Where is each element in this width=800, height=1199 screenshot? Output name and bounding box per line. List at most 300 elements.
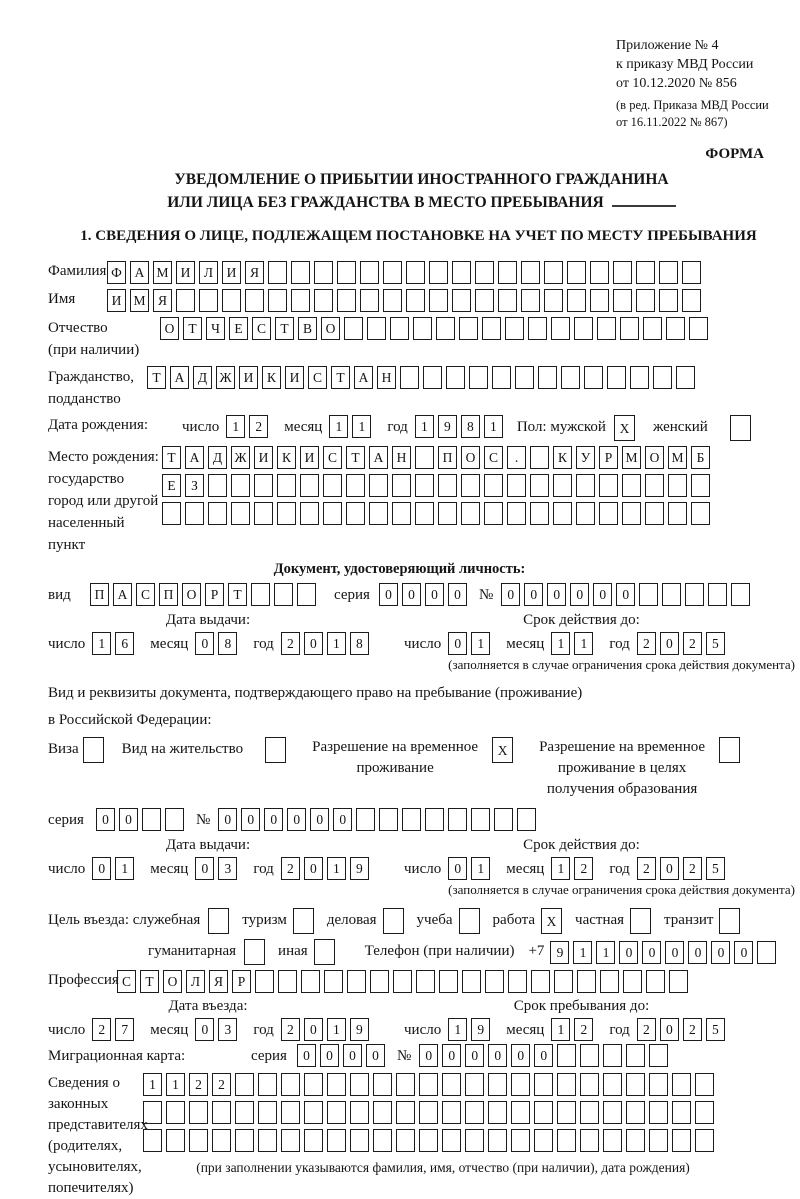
- char-cell[interactable]: [373, 1101, 392, 1124]
- char-cell[interactable]: [567, 261, 586, 284]
- char-cell[interactable]: .: [507, 446, 526, 469]
- char-cell[interactable]: Р: [205, 583, 224, 606]
- char-cell[interactable]: 1: [327, 857, 346, 880]
- char-cell[interactable]: [603, 1129, 622, 1152]
- char-cell[interactable]: 0: [297, 1044, 316, 1067]
- char-cell[interactable]: Т: [147, 366, 166, 389]
- char-cell[interactable]: Б: [691, 446, 710, 469]
- char-cell[interactable]: 0: [195, 857, 214, 880]
- char-cell[interactable]: [383, 289, 402, 312]
- char-cell[interactable]: [488, 1129, 507, 1152]
- char-cell[interactable]: [439, 970, 458, 993]
- char-cell[interactable]: Т: [140, 970, 159, 993]
- char-cell[interactable]: Ж: [216, 366, 235, 389]
- char-cell[interactable]: [530, 474, 549, 497]
- char-cell[interactable]: [379, 808, 398, 831]
- char-cell[interactable]: [649, 1101, 668, 1124]
- char-cell[interactable]: 0: [665, 941, 684, 964]
- char-cell[interactable]: 1: [115, 857, 134, 880]
- char-cell[interactable]: [350, 1073, 369, 1096]
- char-cell[interactable]: [636, 289, 655, 312]
- char-cell[interactable]: 0: [448, 857, 467, 880]
- char-cell[interactable]: [507, 502, 526, 525]
- char-cell[interactable]: [300, 474, 319, 497]
- char-cell[interactable]: [254, 502, 273, 525]
- char-cell[interactable]: [465, 1129, 484, 1152]
- char-cell[interactable]: О: [160, 317, 179, 340]
- char-cell[interactable]: [165, 808, 184, 831]
- char-cell[interactable]: П: [90, 583, 109, 606]
- char-cell[interactable]: [208, 502, 227, 525]
- char-cell[interactable]: 9: [438, 415, 457, 438]
- char-cell[interactable]: X: [541, 908, 562, 934]
- char-cell[interactable]: [162, 502, 181, 525]
- char-cell[interactable]: [367, 317, 386, 340]
- char-cell[interactable]: В: [298, 317, 317, 340]
- char-cell[interactable]: [668, 502, 687, 525]
- char-cell[interactable]: [323, 502, 342, 525]
- char-cell[interactable]: [691, 474, 710, 497]
- char-cell[interactable]: [630, 908, 651, 934]
- char-cell[interactable]: [416, 970, 435, 993]
- char-cell[interactable]: [419, 1073, 438, 1096]
- char-cell[interactable]: О: [645, 446, 664, 469]
- char-cell[interactable]: [626, 1044, 645, 1067]
- char-cell[interactable]: [438, 502, 457, 525]
- char-cell[interactable]: [505, 317, 524, 340]
- char-cell[interactable]: М: [622, 446, 641, 469]
- char-cell[interactable]: [508, 970, 527, 993]
- char-cell[interactable]: [258, 1073, 277, 1096]
- char-cell[interactable]: Д: [193, 366, 212, 389]
- char-cell[interactable]: [695, 1101, 714, 1124]
- char-cell[interactable]: [622, 502, 641, 525]
- char-cell[interactable]: [438, 474, 457, 497]
- char-cell[interactable]: М: [153, 261, 172, 284]
- char-cell[interactable]: [620, 317, 639, 340]
- char-cell[interactable]: 0: [448, 583, 467, 606]
- char-cell[interactable]: 0: [218, 808, 237, 831]
- char-cell[interactable]: 9: [350, 1018, 369, 1041]
- char-cell[interactable]: [485, 970, 504, 993]
- char-cell[interactable]: [507, 474, 526, 497]
- char-cell[interactable]: [484, 502, 503, 525]
- char-cell[interactable]: 8: [218, 632, 237, 655]
- char-cell[interactable]: 0: [688, 941, 707, 964]
- char-cell[interactable]: [278, 970, 297, 993]
- char-cell[interactable]: 0: [511, 1044, 530, 1067]
- char-cell[interactable]: 0: [711, 941, 730, 964]
- char-cell[interactable]: [521, 289, 540, 312]
- char-cell[interactable]: 6: [115, 632, 134, 655]
- char-cell[interactable]: [281, 1073, 300, 1096]
- char-cell[interactable]: 1: [574, 632, 593, 655]
- char-cell[interactable]: [469, 366, 488, 389]
- char-cell[interactable]: [669, 970, 688, 993]
- char-cell[interactable]: [208, 908, 229, 934]
- char-cell[interactable]: О: [182, 583, 201, 606]
- char-cell[interactable]: Т: [183, 317, 202, 340]
- char-cell[interactable]: 0: [195, 632, 214, 655]
- char-cell[interactable]: [521, 261, 540, 284]
- char-cell[interactable]: 9: [471, 1018, 490, 1041]
- char-cell[interactable]: 3: [218, 1018, 237, 1041]
- char-cell[interactable]: 2: [683, 632, 702, 655]
- char-cell[interactable]: 1: [484, 415, 503, 438]
- char-cell[interactable]: Е: [229, 317, 248, 340]
- char-cell[interactable]: [396, 1129, 415, 1152]
- char-cell[interactable]: 1: [551, 632, 570, 655]
- char-cell[interactable]: [580, 1073, 599, 1096]
- char-cell[interactable]: [324, 970, 343, 993]
- char-cell[interactable]: [557, 1044, 576, 1067]
- char-cell[interactable]: [599, 474, 618, 497]
- char-cell[interactable]: [757, 941, 776, 964]
- char-cell[interactable]: [297, 583, 316, 606]
- char-cell[interactable]: [327, 1101, 346, 1124]
- char-cell[interactable]: 1: [448, 1018, 467, 1041]
- char-cell[interactable]: Е: [162, 474, 181, 497]
- char-cell[interactable]: С: [308, 366, 327, 389]
- char-cell[interactable]: [251, 583, 270, 606]
- char-cell[interactable]: [277, 474, 296, 497]
- char-cell[interactable]: [461, 502, 480, 525]
- char-cell[interactable]: [731, 583, 750, 606]
- char-cell[interactable]: М: [668, 446, 687, 469]
- char-cell[interactable]: Р: [232, 970, 251, 993]
- char-cell[interactable]: [600, 970, 619, 993]
- char-cell[interactable]: [494, 808, 513, 831]
- char-cell[interactable]: [544, 289, 563, 312]
- char-cell[interactable]: 1: [573, 941, 592, 964]
- char-cell[interactable]: Т: [331, 366, 350, 389]
- char-cell[interactable]: Л: [199, 261, 218, 284]
- char-cell[interactable]: Д: [208, 446, 227, 469]
- char-cell[interactable]: [189, 1129, 208, 1152]
- char-cell[interactable]: [668, 474, 687, 497]
- char-cell[interactable]: [400, 366, 419, 389]
- char-cell[interactable]: [597, 317, 616, 340]
- char-cell[interactable]: [83, 737, 104, 763]
- char-cell[interactable]: 1: [415, 415, 434, 438]
- char-cell[interactable]: 1: [226, 415, 245, 438]
- char-cell[interactable]: 0: [488, 1044, 507, 1067]
- char-cell[interactable]: [465, 1101, 484, 1124]
- char-cell[interactable]: [314, 261, 333, 284]
- char-cell[interactable]: [277, 502, 296, 525]
- char-cell[interactable]: [488, 1073, 507, 1096]
- char-cell[interactable]: [212, 1129, 231, 1152]
- char-cell[interactable]: [488, 1101, 507, 1124]
- char-cell[interactable]: [346, 502, 365, 525]
- char-cell[interactable]: К: [262, 366, 281, 389]
- char-cell[interactable]: О: [461, 446, 480, 469]
- char-cell[interactable]: [231, 502, 250, 525]
- char-cell[interactable]: 2: [212, 1073, 231, 1096]
- char-cell[interactable]: [580, 1044, 599, 1067]
- char-cell[interactable]: [517, 808, 536, 831]
- char-cell[interactable]: [484, 474, 503, 497]
- char-cell[interactable]: [448, 808, 467, 831]
- char-cell[interactable]: [553, 474, 572, 497]
- char-cell[interactable]: [429, 289, 448, 312]
- char-cell[interactable]: С: [484, 446, 503, 469]
- char-cell[interactable]: [235, 1073, 254, 1096]
- char-cell[interactable]: И: [176, 261, 195, 284]
- char-cell[interactable]: [350, 1129, 369, 1152]
- char-cell[interactable]: О: [321, 317, 340, 340]
- char-cell[interactable]: [649, 1129, 668, 1152]
- char-cell[interactable]: И: [254, 446, 273, 469]
- char-cell[interactable]: [356, 808, 375, 831]
- char-cell[interactable]: 2: [637, 857, 656, 880]
- char-cell[interactable]: [553, 502, 572, 525]
- char-cell[interactable]: 8: [350, 632, 369, 655]
- char-cell[interactable]: 1: [166, 1073, 185, 1096]
- char-cell[interactable]: Т: [228, 583, 247, 606]
- char-cell[interactable]: [423, 366, 442, 389]
- char-cell[interactable]: [623, 970, 642, 993]
- char-cell[interactable]: [392, 502, 411, 525]
- char-cell[interactable]: [189, 1101, 208, 1124]
- char-cell[interactable]: Ч: [206, 317, 225, 340]
- char-cell[interactable]: [231, 474, 250, 497]
- char-cell[interactable]: 1: [551, 1018, 570, 1041]
- char-cell[interactable]: С: [117, 970, 136, 993]
- char-cell[interactable]: 0: [402, 583, 421, 606]
- char-cell[interactable]: 1: [92, 632, 111, 655]
- char-cell[interactable]: [301, 970, 320, 993]
- char-cell[interactable]: И: [222, 261, 241, 284]
- char-cell[interactable]: [511, 1073, 530, 1096]
- char-cell[interactable]: [291, 289, 310, 312]
- char-cell[interactable]: [666, 317, 685, 340]
- char-cell[interactable]: 2: [281, 632, 300, 655]
- char-cell[interactable]: [515, 366, 534, 389]
- char-cell[interactable]: [291, 261, 310, 284]
- char-cell[interactable]: 1: [352, 415, 371, 438]
- char-cell[interactable]: [245, 289, 264, 312]
- char-cell[interactable]: [577, 970, 596, 993]
- char-cell[interactable]: [613, 261, 632, 284]
- char-cell[interactable]: [534, 1101, 553, 1124]
- char-cell[interactable]: 1: [471, 632, 490, 655]
- char-cell[interactable]: [643, 317, 662, 340]
- char-cell[interactable]: [676, 366, 695, 389]
- char-cell[interactable]: Т: [346, 446, 365, 469]
- char-cell[interactable]: [685, 583, 704, 606]
- char-cell[interactable]: 0: [593, 583, 612, 606]
- char-cell[interactable]: 0: [264, 808, 283, 831]
- char-cell[interactable]: [244, 939, 265, 965]
- char-cell[interactable]: [511, 1129, 530, 1152]
- char-cell[interactable]: И: [285, 366, 304, 389]
- char-cell[interactable]: К: [277, 446, 296, 469]
- char-cell[interactable]: [304, 1129, 323, 1152]
- char-cell[interactable]: [645, 502, 664, 525]
- char-cell[interactable]: 0: [660, 632, 679, 655]
- char-cell[interactable]: 0: [287, 808, 306, 831]
- char-cell[interactable]: [531, 970, 550, 993]
- char-cell[interactable]: 0: [241, 808, 260, 831]
- char-cell[interactable]: [314, 289, 333, 312]
- char-cell[interactable]: [199, 289, 218, 312]
- char-cell[interactable]: [528, 317, 547, 340]
- char-cell[interactable]: [459, 908, 480, 934]
- char-cell[interactable]: 0: [419, 1044, 438, 1067]
- char-cell[interactable]: [442, 1101, 461, 1124]
- char-cell[interactable]: [235, 1129, 254, 1152]
- char-cell[interactable]: 1: [329, 415, 348, 438]
- char-cell[interactable]: [471, 808, 490, 831]
- char-cell[interactable]: 0: [379, 583, 398, 606]
- char-cell[interactable]: [626, 1129, 645, 1152]
- char-cell[interactable]: [446, 366, 465, 389]
- char-cell[interactable]: [626, 1101, 645, 1124]
- char-cell[interactable]: [402, 808, 421, 831]
- char-cell[interactable]: [538, 366, 557, 389]
- char-cell[interactable]: 0: [619, 941, 638, 964]
- char-cell[interactable]: А: [369, 446, 388, 469]
- char-cell[interactable]: И: [239, 366, 258, 389]
- char-cell[interactable]: 0: [195, 1018, 214, 1041]
- char-cell[interactable]: [166, 1101, 185, 1124]
- char-cell[interactable]: [419, 1129, 438, 1152]
- char-cell[interactable]: 2: [637, 632, 656, 655]
- char-cell[interactable]: [258, 1101, 277, 1124]
- char-cell[interactable]: [576, 502, 595, 525]
- char-cell[interactable]: [659, 261, 678, 284]
- char-cell[interactable]: 0: [343, 1044, 362, 1067]
- char-cell[interactable]: [719, 737, 740, 763]
- char-cell[interactable]: 0: [465, 1044, 484, 1067]
- char-cell[interactable]: [392, 474, 411, 497]
- char-cell[interactable]: С: [323, 446, 342, 469]
- char-cell[interactable]: 0: [660, 1018, 679, 1041]
- char-cell[interactable]: 1: [551, 857, 570, 880]
- char-cell[interactable]: [429, 261, 448, 284]
- char-cell[interactable]: [554, 970, 573, 993]
- char-cell[interactable]: 2: [637, 1018, 656, 1041]
- char-cell[interactable]: [281, 1129, 300, 1152]
- char-cell[interactable]: [337, 289, 356, 312]
- char-cell[interactable]: 2: [574, 857, 593, 880]
- char-cell[interactable]: [465, 1073, 484, 1096]
- char-cell[interactable]: [557, 1101, 576, 1124]
- char-cell[interactable]: И: [107, 289, 126, 312]
- char-cell[interactable]: [254, 474, 273, 497]
- char-cell[interactable]: [373, 1129, 392, 1152]
- char-cell[interactable]: [143, 1129, 162, 1152]
- char-cell[interactable]: 8: [461, 415, 480, 438]
- char-cell[interactable]: [695, 1073, 714, 1096]
- char-cell[interactable]: [639, 583, 658, 606]
- char-cell[interactable]: [344, 317, 363, 340]
- char-cell[interactable]: 5: [706, 857, 725, 880]
- char-cell[interactable]: X: [614, 415, 635, 441]
- char-cell[interactable]: X: [492, 737, 513, 763]
- char-cell[interactable]: [682, 261, 701, 284]
- char-cell[interactable]: 0: [570, 583, 589, 606]
- char-cell[interactable]: [373, 1073, 392, 1096]
- char-cell[interactable]: [415, 502, 434, 525]
- char-cell[interactable]: 2: [574, 1018, 593, 1041]
- char-cell[interactable]: [551, 317, 570, 340]
- char-cell[interactable]: [672, 1129, 691, 1152]
- char-cell[interactable]: 0: [642, 941, 661, 964]
- char-cell[interactable]: Л: [186, 970, 205, 993]
- char-cell[interactable]: 2: [281, 857, 300, 880]
- char-cell[interactable]: [212, 1101, 231, 1124]
- char-cell[interactable]: [396, 1073, 415, 1096]
- char-cell[interactable]: [383, 261, 402, 284]
- char-cell[interactable]: Ф: [107, 261, 126, 284]
- char-cell[interactable]: [442, 1073, 461, 1096]
- char-cell[interactable]: [534, 1073, 553, 1096]
- char-cell[interactable]: 1: [143, 1073, 162, 1096]
- char-cell[interactable]: [461, 474, 480, 497]
- char-cell[interactable]: [730, 415, 751, 441]
- char-cell[interactable]: [413, 317, 432, 340]
- char-cell[interactable]: [653, 366, 672, 389]
- char-cell[interactable]: [350, 1101, 369, 1124]
- char-cell[interactable]: 2: [92, 1018, 111, 1041]
- char-cell[interactable]: Я: [153, 289, 172, 312]
- char-cell[interactable]: [347, 970, 366, 993]
- char-cell[interactable]: Н: [377, 366, 396, 389]
- char-cell[interactable]: [636, 261, 655, 284]
- char-cell[interactable]: [452, 261, 471, 284]
- char-cell[interactable]: 0: [501, 583, 520, 606]
- char-cell[interactable]: 0: [734, 941, 753, 964]
- char-cell[interactable]: [682, 289, 701, 312]
- char-cell[interactable]: [258, 1129, 277, 1152]
- char-cell[interactable]: [143, 1101, 162, 1124]
- char-cell[interactable]: [396, 1101, 415, 1124]
- char-cell[interactable]: [166, 1129, 185, 1152]
- char-cell[interactable]: Р: [599, 446, 618, 469]
- char-cell[interactable]: [580, 1129, 599, 1152]
- char-cell[interactable]: [360, 289, 379, 312]
- char-cell[interactable]: [630, 366, 649, 389]
- char-cell[interactable]: [603, 1073, 622, 1096]
- char-cell[interactable]: [544, 261, 563, 284]
- char-cell[interactable]: [314, 939, 335, 965]
- char-cell[interactable]: 0: [310, 808, 329, 831]
- char-cell[interactable]: П: [159, 583, 178, 606]
- char-cell[interactable]: [208, 474, 227, 497]
- char-cell[interactable]: [603, 1101, 622, 1124]
- char-cell[interactable]: 0: [534, 1044, 553, 1067]
- char-cell[interactable]: [327, 1129, 346, 1152]
- char-cell[interactable]: [293, 908, 314, 934]
- char-cell[interactable]: [281, 1101, 300, 1124]
- char-cell[interactable]: 1: [327, 1018, 346, 1041]
- char-cell[interactable]: [584, 366, 603, 389]
- char-cell[interactable]: 2: [189, 1073, 208, 1096]
- char-cell[interactable]: [567, 289, 586, 312]
- char-cell[interactable]: [452, 289, 471, 312]
- char-cell[interactable]: [436, 317, 455, 340]
- char-cell[interactable]: [327, 1073, 346, 1096]
- char-cell[interactable]: [475, 261, 494, 284]
- char-cell[interactable]: 2: [683, 857, 702, 880]
- char-cell[interactable]: [511, 1101, 530, 1124]
- char-cell[interactable]: 7: [115, 1018, 134, 1041]
- char-cell[interactable]: З: [185, 474, 204, 497]
- char-cell[interactable]: 5: [706, 632, 725, 655]
- char-cell[interactable]: 0: [304, 632, 323, 655]
